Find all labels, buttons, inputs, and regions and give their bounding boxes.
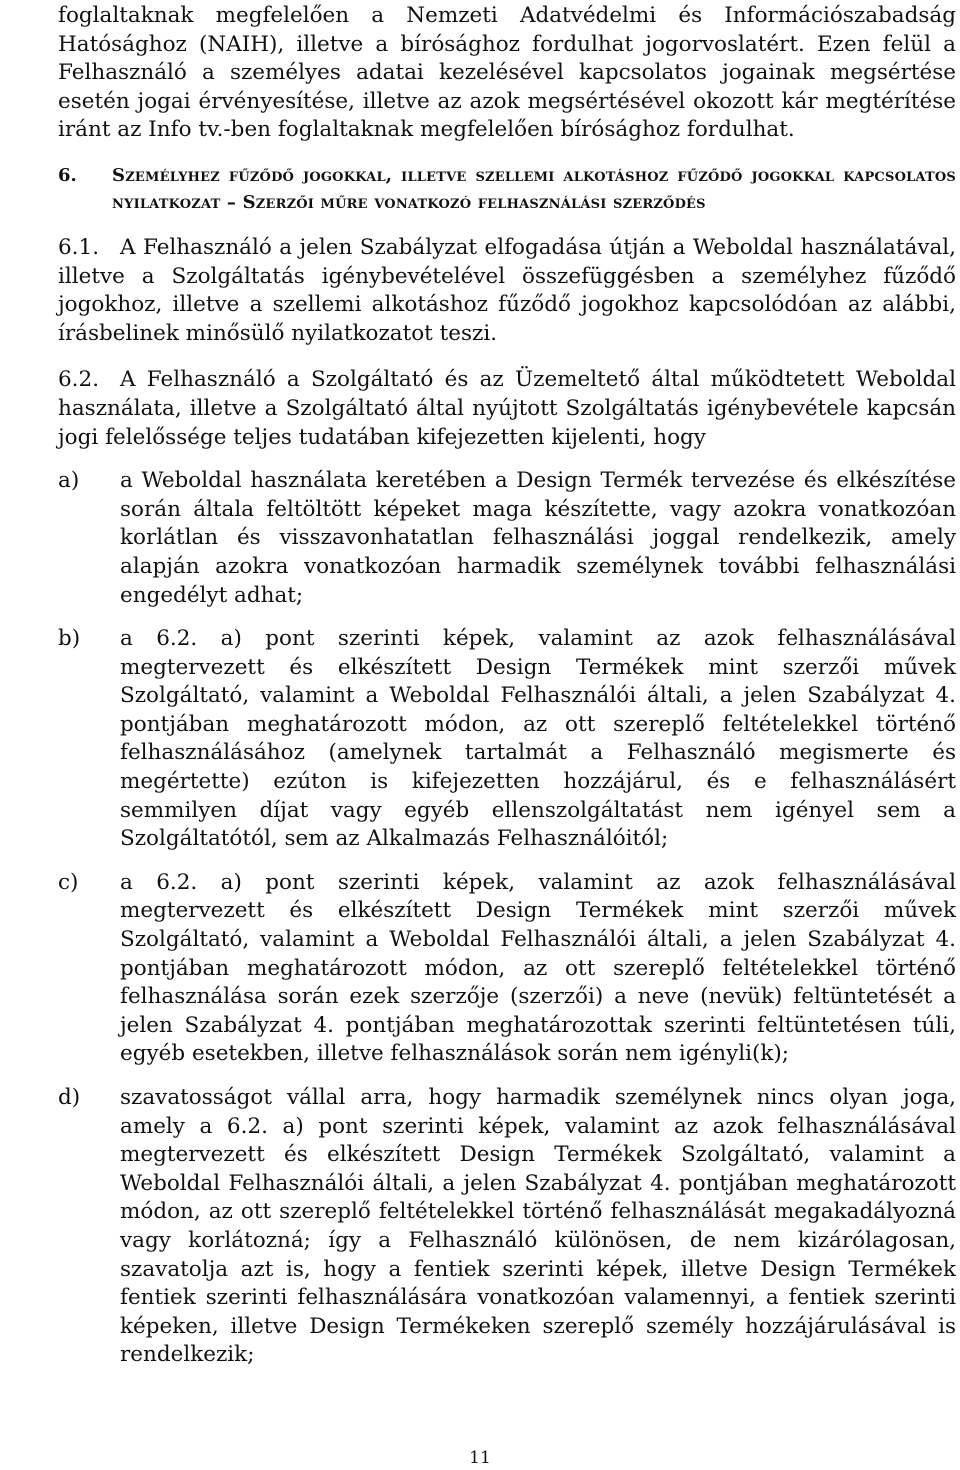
item-label: b) <box>58 626 81 652</box>
item-text: a Weboldal használata keretében a Design Termék tervezése és elkészítése során általa feltöltött képeket maga készítette, vagy azokra vonatkozóan korlátlan és visszavonhatatlan felhasználási joggal rendelkezik, amely alapján azokra vonatkozóan harmadik személynek további felhasználási engedélyt adhat; <box>120 468 956 608</box>
item-text: a 6.2. a) pont szerinti képek, valamint az azok felhasználásával megtervezett és elkészített Design Termékek mint szerzői művek Szolgáltató, valamint a Weboldal Felhasználói általi, a jelen Szabályzat 4. pontjában meghatározott módon, az ott szereplő feltételekkel történő felhasználása során ezek szerzője (szerzői) a neve (nevük) feltüntetését a jelen Szabályzat 4. pontjában meghatározottak szerinti feltüntetésen túli, egyéb esetekben, illetve felhasználások során nem igényli(k); <box>120 869 956 1067</box>
clause-text: A Felhasználó a jelen Szabályzat elfogadása útján a Weboldal használatával, illetve a Szolgáltatás igénybevételével összefüggésben a személyhez fűződő jogokhoz, illetve a szellemi alkotáshoz fűződő jogokhoz kapcsolódóan az alábbi, írásbelinek minősülő nyilatkozatot teszi. <box>58 234 956 346</box>
item-label: c) <box>58 869 79 895</box>
item-label: a) <box>58 468 80 494</box>
list-item-a <box>58 467 956 610</box>
clause-text: A Felhasználó a Szolgáltató és az Üzemeltető által működtetett Weboldal használata, illetve a Szolgáltató által nyújtott Szolgáltatás igénybevétele kapcsán jogi felelőssége teljes tudatában kifejezetten kijelenti, hogy <box>58 367 956 450</box>
list-item-b <box>58 625 956 854</box>
item-text: szavatosságot vállal arra, hogy harmadik személynek nincs olyan joga, amely a 6.2. a) pont szerinti képek, valamint az azok felhasználásával megtervezett és elkészített Design Termékek Szolgáltató, valamint a Weboldal Felhasználói általi, a jelen Szabályzat 4. pontjában meghatározott módon, az ott szereplő feltételekkel történő felhasználását megakadályozná vagy korlátozná; így a Felhasználó különösen, de nem kizárólagosan, szavatolja azt is, hogy a fentiek szerinti képek, illetve Design Termékek fentiek szerinti felhasználására vonatkozóan valamennyi, a fentiek szerinti képeken, illetve Design Termékeken szereplő személy hozzájárulásával is rendelkezik; <box>120 1085 956 1368</box>
clause-6-1 <box>58 234 956 348</box>
section-number: 6. <box>58 164 77 186</box>
clause-number: 6.2. <box>58 367 100 393</box>
section-title: Személyhez fűződő jogokkal, illetve szellemi alkotáshoz fűződő jogokkal kapcsolatos nyilatkozat – Szerzői műre vonatkozó felhasználási szerződés <box>112 164 956 213</box>
item-text: a 6.2. a) pont szerinti képek, valamint az azok felhasználásával megtervezett és elkészített Design Termékek mint szerzői művek Szolgáltató, valamint a Weboldal Felhasználói általi, a jelen Szabályzat 4. pontjában meghatározott módon, az ott szereplő feltételekkel történő felhasználásához (amelynek tartalmát a Felhasználó megismerte és megértette) ezúton is kifejezetten hozzájárul, és e felhasználásért semmilyen díjat vagy egyéb ellenszolgáltatást nem igényel sem a Szolgáltatótól, sem az Alkalmazás Felhasználóitól; <box>120 626 956 852</box>
list-item-d <box>58 1084 956 1370</box>
intro-paragraph: foglaltaknak megfelelően a Nemzeti Adatvédelmi és Információszabadság Hatósághoz (NAIH), illetve a bírósághoz fordulhat jogorvoslatért. Ezen felül a Felhasználó a személyes adatai kezelésével kapcsolatos jogainak megsértése esetén jogai érvényesítése, illetve az azok megsértésével okozott kár megtérítése iránt az Info tv.-ben foglaltaknak megfelelően bírósághoz fordulhat. <box>58 3 956 143</box>
clause-number: 6.1. <box>58 234 100 260</box>
clause-6-2 <box>58 366 956 452</box>
document-page <box>58 2 956 1370</box>
item-label: d) <box>58 1085 81 1110</box>
list-item-c <box>58 869 956 1069</box>
page-number: 11 <box>469 1448 491 1468</box>
section-heading <box>58 162 956 216</box>
